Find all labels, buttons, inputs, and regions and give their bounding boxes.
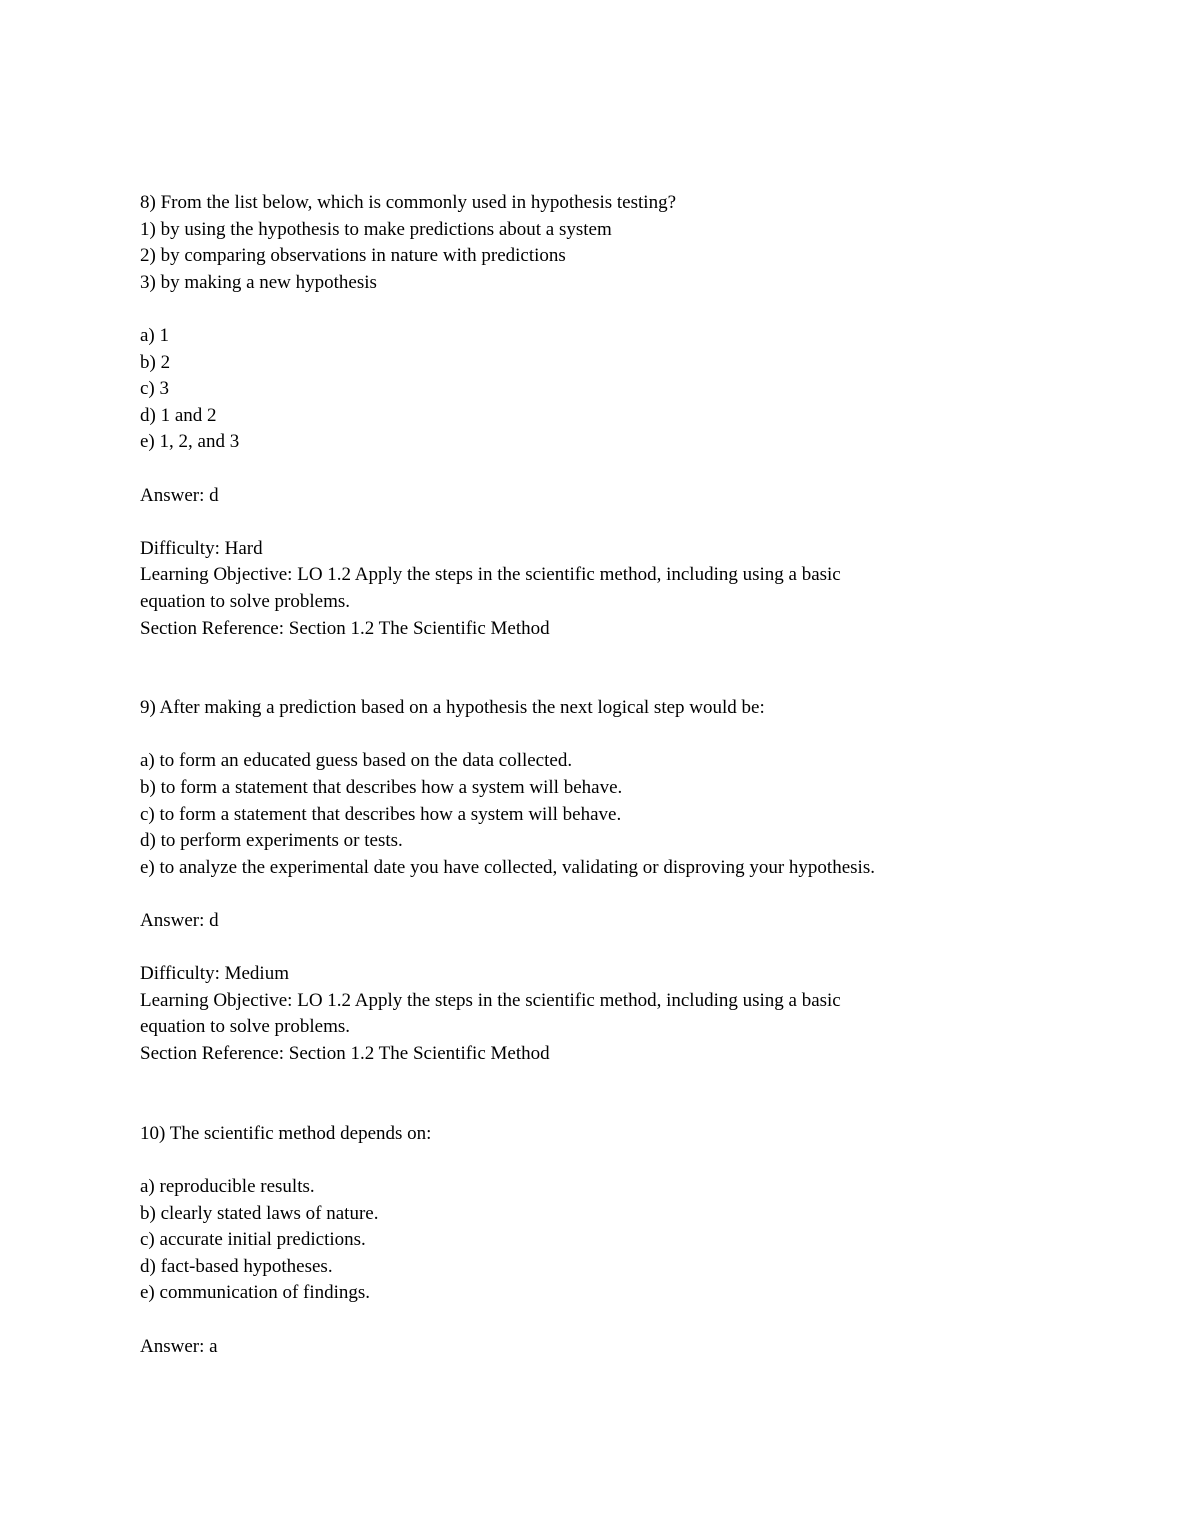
question-9-answer [140, 908, 1052, 935]
question-9-choices [140, 748, 1052, 881]
question-9-section-reference: Section Reference: Section 1.2 The Scientific Method [140, 1043, 550, 1064]
document-content [140, 190, 1052, 1360]
question-8-difficulty: Difficulty: Hard [140, 537, 263, 559]
question-9-prompt-line: 9) After making a prediction based on a hypothesis the next logical step would be: [140, 697, 765, 719]
question-10-choice-e: e) communication of findings. [140, 1282, 371, 1304]
question-9-choice-c: c) to form a statement that describes how a system will behave. [140, 803, 622, 825]
question-9-difficulty: Difficulty: Medium [140, 963, 289, 985]
question-8-learning-objective-cont: equation to solve problems. [140, 590, 351, 612]
question-9-choice-d: d) to perform experiments or tests. [140, 830, 403, 852]
question-9-block [140, 695, 1052, 1067]
question-10-choice-c: c) accurate initial predictions. [140, 1229, 366, 1251]
question-8-choice-d: d) 1 and 2 [140, 404, 217, 426]
question-8-prompt-line: 8) From the list below, which is commonly used in hypothesis testing? [140, 192, 676, 213]
question-10-choice-d: d) fact-based hypotheses. [140, 1255, 333, 1277]
question-10-prompt-line: 10) The scientific method depends on: [140, 1122, 432, 1144]
question-8-choice-c: c) 3 [140, 378, 170, 400]
question-9-answer-line: Answer: d [140, 910, 219, 932]
question-10-choice-a: a) reproducible results. [140, 1175, 315, 1197]
question-9-learning-objective-cont: equation to solve problems. [140, 1016, 351, 1038]
question-8-choice-e: e) 1, 2, and 3 [140, 431, 240, 453]
question-10-answer-line: Answer: a [140, 1335, 218, 1357]
question-9-choice-e: e) to analyze the experimental date you have collected, validating or disproving your hypothesis. [140, 856, 875, 878]
question-8-metadata [140, 536, 1052, 642]
question-8-choice-a: a) 1 [140, 324, 170, 346]
question-8-prompt [140, 190, 1052, 296]
question-8-list-item-2: 2) by comparing observations in nature with predictions [140, 245, 566, 267]
question-10-answer [140, 1334, 1052, 1361]
question-8-section-reference: Section Reference: Section 1.2 The Scientific Method [140, 617, 550, 639]
question-9-choice-b: b) to form a statement that describes how a system will behave. [140, 777, 623, 799]
question-8-list-item-1: 1) by using the hypothesis to make predictions about a system [140, 218, 612, 240]
question-8-answer [140, 483, 1052, 510]
question-9-prompt [140, 695, 1052, 722]
question-8-choice-b: b) 2 [140, 351, 171, 373]
question-10-choice-b: b) clearly stated laws of nature. [140, 1202, 379, 1224]
question-8-list-item-3: 3) by making a new hypothesis [140, 271, 377, 293]
question-8-block [140, 190, 1052, 642]
question-9-choice-a: a) to form an educated guess based on the data collected. [140, 750, 573, 772]
question-9-metadata [140, 961, 1052, 1067]
question-8-answer-line: Answer: d [140, 484, 219, 506]
question-9-learning-objective: Learning Objective: LO 1.2 Apply the steps in the scientific method, including using a basic [140, 989, 841, 1011]
question-10-prompt [140, 1121, 1052, 1148]
question-8-choices [140, 323, 1052, 456]
question-10-choices [140, 1174, 1052, 1307]
question-8-learning-objective: Learning Objective: LO 1.2 Apply the steps in the scientific method, including using a basic [140, 564, 841, 586]
question-10-block [140, 1121, 1052, 1360]
